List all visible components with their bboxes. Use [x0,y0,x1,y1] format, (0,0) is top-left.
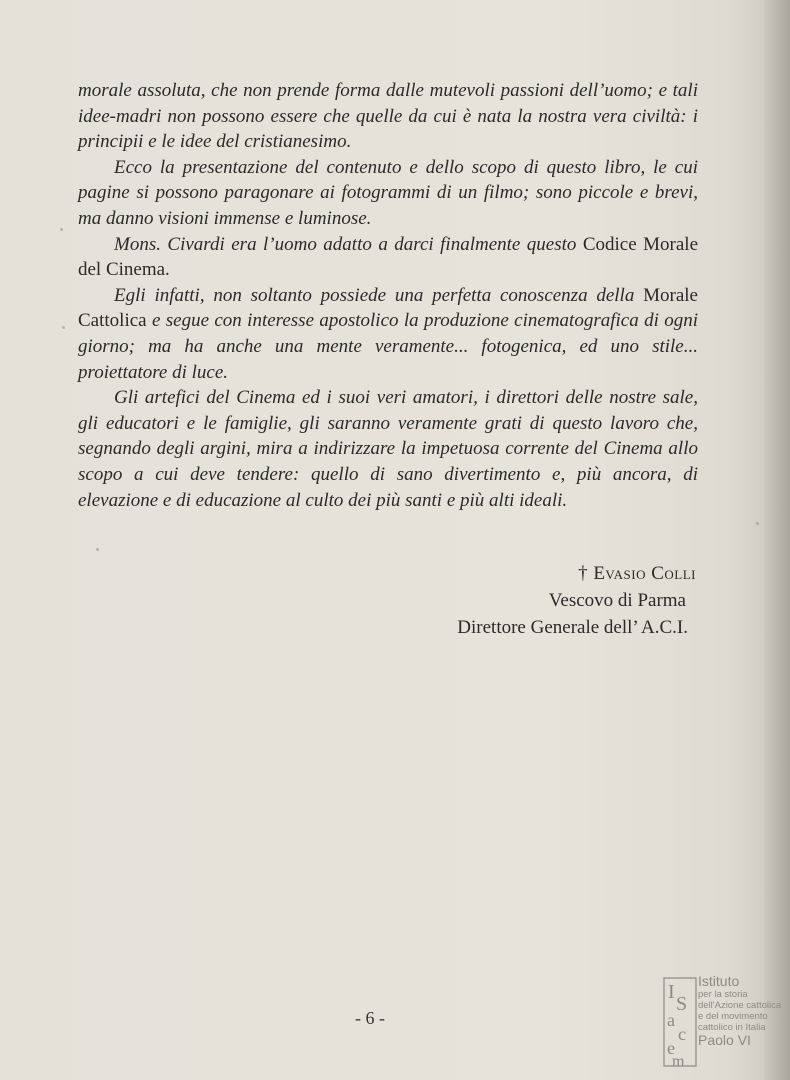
paragraph-5 [78,385,698,513]
page-number: - 6 - [355,1008,385,1028]
svg-text:e: e [667,1038,675,1058]
paragraph-3-text: Mons. Civardi era l’uomo adatto a darci finalmente questo [114,233,583,255]
watermark-line-1: Istituto [698,973,740,989]
svg-text:c: c [678,1024,686,1044]
signature-name: † Evasio Colli [578,563,696,584]
paper-speck [756,522,759,525]
paragraph-5-text: Gli artefici del Cinema ed i suoi veri amatori, i direttori delle nostre sale, gli educatori e le famiglie, gli saranno veramente grati di questo lavoro che, segnando degli argini, mira a indirizzare la impetuosa corrente del Cinema allo scopo a cui deve tendere: quello di sano divertimento e, più ancora, di elevazione e di educazione al culto dei più santi e più alti ideali. [78,387,698,511]
signature-title: Direttore Generale dell’ A.C.I. [457,617,688,638]
watermark-line-3: dell'Azione cattolica [698,1000,782,1011]
paragraph-1-text: morale assoluta, che non prende forma dalle mutevoli passioni dell’uomo; e tali idee-madri non possono essere che quelle da cui è nata la nostra vera civiltà: i principii e le idee del cristianesimo. [78,80,698,153]
page-edge [764,0,790,1080]
svg-text:I: I [668,981,675,1003]
paragraph-4 [78,283,698,385]
signature-role: Vescovo di Parma [548,590,686,611]
isacem-logo-icon [662,976,698,1068]
svg-text:S: S [676,993,688,1015]
body-text [78,78,698,513]
paragraph-4-text-b: e segue con interesse apostolico la produzione cinematografica di ogni giorno; ma ha anche una mente veramente... fotogenica, ed uno stile... proiettatore di luce. [78,310,698,383]
morale-cattolica: Morale Cattolica [78,284,698,332]
paragraph-3 [78,232,698,283]
book-title: Codice Morale del Cinema. [78,233,698,281]
paper-speck [96,548,99,551]
watermark-line-4: e del movimento [698,1011,768,1022]
isacem-watermark [662,973,790,1070]
paragraph-1 [78,78,698,155]
watermark-text [698,974,790,1048]
signature-block [380,560,696,641]
watermark-line-6: Paolo VI [698,1032,751,1048]
paragraph-4-text-a: Egli infatti, non soltanto possiede una perfetta conoscenza della [114,284,644,306]
svg-text:m: m [672,1053,685,1068]
paragraph-2-text: Ecco la presentazione del contenuto e dello scopo di questo libro, le cui pagine si possono paragonare ai fotogrammi di un filmo; sono piccole e brevi, ma danno visioni immense e luminose. [78,156,698,229]
paragraph-2 [78,155,698,232]
svg-text:a: a [667,1010,675,1030]
watermark-line-5: cattolico in Italia [698,1022,766,1033]
watermark-line-2: per la storia [698,989,748,1000]
paper-speck [60,228,63,231]
paper-speck [62,326,65,329]
